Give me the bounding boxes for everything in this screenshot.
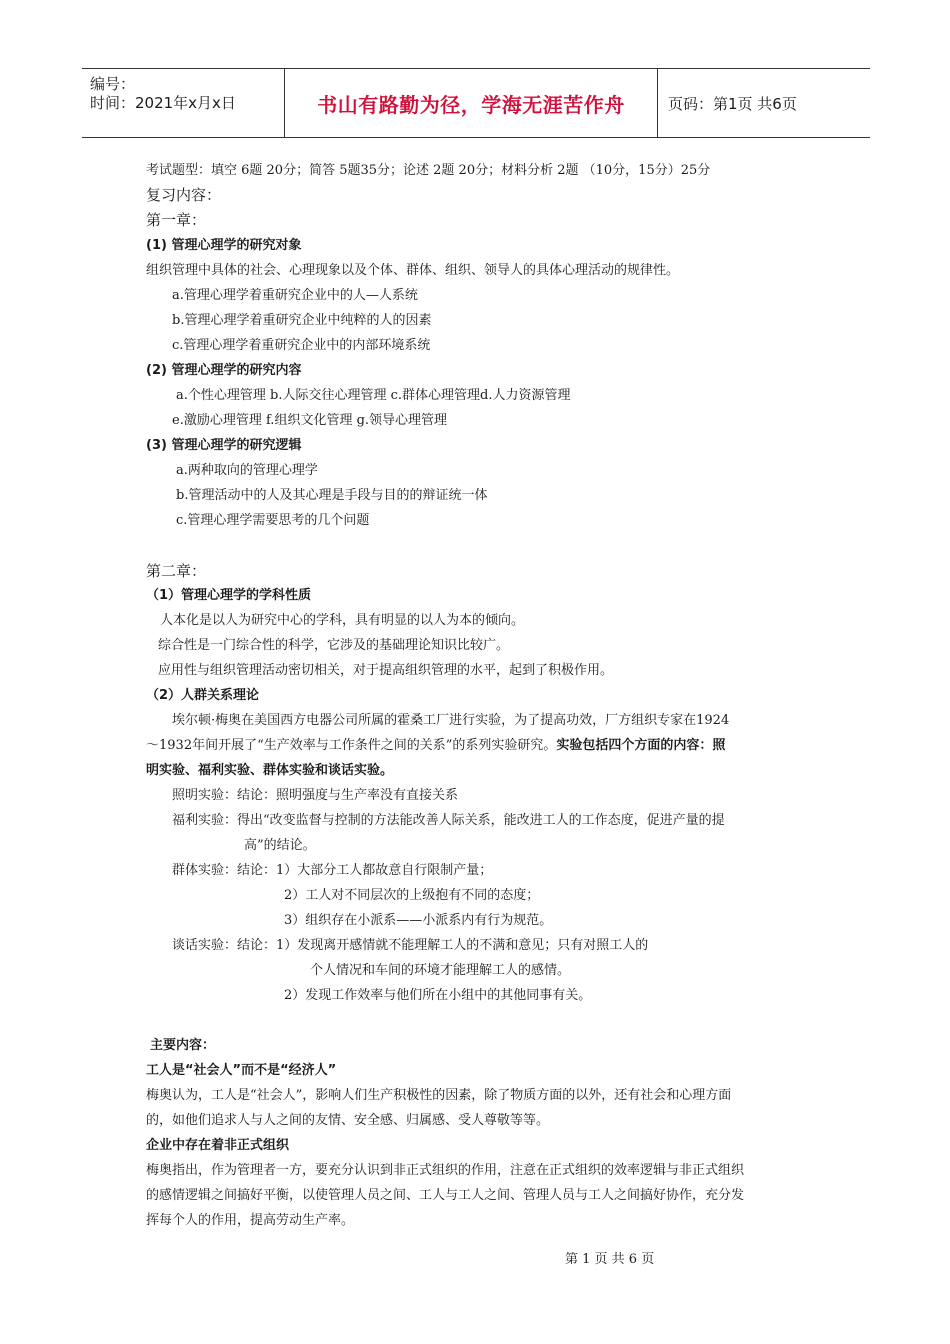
section-1-2-heading: (2) 管理心理学的研究内容 <box>146 363 302 378</box>
list-item: a.管理心理学着重研究企业中的人—人系统 <box>172 288 418 303</box>
paragraph-line: 的感情逻辑之间搞好平衡，以使管理人员之间、工人与工人之间、管理人员与工人之间搞好协作，充分发 <box>146 1188 745 1203</box>
paragraph-line: 梅奥认为，工人是“社会人”，影响人们生产积极性的因素，除了物质方面的以外，还有社会和心理方面 <box>146 1088 732 1103</box>
lighting-experiment: 照明实验：结论：照明强度与生产率没有直接关系 <box>172 788 459 803</box>
page-code: 页码：第1页 共6页 <box>668 94 797 113</box>
paragraph-line: 人本化是以人为研究中心的学科，具有明显的以人为本的倾向。 <box>160 613 525 628</box>
number-label: 编号： <box>90 75 136 93</box>
welfare-experiment: 高”的结论。 <box>244 838 316 853</box>
chapter-1-heading: 第一章： <box>146 211 207 229</box>
list-item: c.管理心理学着重研究企业中的内部环境系统 <box>172 338 431 353</box>
group-experiment: 3）组织存在小派系——小派系内有行为规范。 <box>284 913 553 928</box>
group-experiment: 群体实验：结论：1）大部分工人都故意自行限制产量； <box>172 863 493 878</box>
section-1-1-heading: (1) 管理心理学的研究对象 <box>146 238 302 253</box>
paragraph-line: 的，如他们追求人与人之间的友情、安全感、归属感、受人尊敬等等。 <box>146 1113 550 1128</box>
paragraph-line <box>146 737 725 755</box>
section-1-1-text: 组织管理中具体的社会、心理现象以及个体、群体、组织、领导人的具体心理活动的规律性。 <box>146 263 680 278</box>
social-man-heading: 工人是“社会人”而不是“经济人” <box>146 1063 337 1078</box>
interview-experiment: 谈话实验：结论：1）发现离开感情就不能理解工人的不满和意见；只有对照工人的 <box>172 938 649 953</box>
page-footer: 第 1 页 共 6 页 <box>565 1252 655 1267</box>
header-left-cell <box>82 69 285 137</box>
interview-experiment: 2）发现工作效率与他们所在小组中的其他同事有关。 <box>284 988 592 1003</box>
group-experiment: 2）工人对不同层次的上级抱有不同的态度； <box>284 888 540 903</box>
time-label: 时间：2021年x月x日 <box>90 94 236 112</box>
list-item: c.管理心理学需要思考的几个问题 <box>176 513 370 528</box>
informal-org-heading: 企业中存在着非正式组织 <box>146 1138 290 1153</box>
list-item: e.激励心理管理 f.组织文化管理 g.领导心理管理 <box>172 413 448 428</box>
section-2-1-heading: （1）管理心理学的学科性质 <box>146 588 312 603</box>
header-page-code-cell <box>658 69 870 137</box>
welfare-experiment: 福利实验：得出“改变监督与控制的方法能改善人际关系，能改进工人的工作态度，促进产量的提 <box>172 813 725 828</box>
section-1-3-heading: (3) 管理心理学的研究逻辑 <box>146 438 302 453</box>
paragraph-line: 梅奥指出，作为管理者一方，要充分认识到非正式组织的作用，注意在正式组织的效率逻辑与非正式组织 <box>146 1163 745 1178</box>
review-heading: 复习内容： <box>146 186 222 204</box>
interview-experiment: 个人情况和车间的环境才能理解工人的感情。 <box>310 963 571 978</box>
chapter-2-heading: 第二章： <box>146 562 207 580</box>
list-item: a.个性心理管理 b.人际交往心理管理 c.群体心理管理d.人力资源管理 <box>176 388 571 403</box>
header-motto-cell <box>285 69 658 137</box>
list-item: a.两种取向的管理心理学 <box>176 463 318 478</box>
list-item: b.管理活动中的人及其心理是手段与目的的辩证统一体 <box>176 488 488 503</box>
experiments-bold-text: 明实验、福利实验、群体实验和谈话实验。 <box>146 763 394 778</box>
list-item: b.管理心理学着重研究企业中纯粹的人的因素 <box>172 313 432 328</box>
main-content-heading: 主要内容： <box>150 1038 216 1053</box>
exam-types: 考试题型：填空 6题 20分；简答 5题35分；论述 2题 20分；材料分析 2题 （10分，15分）25分 <box>146 163 711 178</box>
paragraph-line: 综合性是一门综合性的科学，它涉及的基础理论知识比较广。 <box>158 638 510 653</box>
paragraph-line: 应用性与组织管理活动密切相关，对于提高组织管理的水平，起到了积极作用。 <box>158 663 614 678</box>
paragraph-line: 挥每个人的作用，提高劳动生产率。 <box>146 1213 355 1228</box>
motto: 书山有路勤为径，学海无涯苦作舟 <box>317 92 625 117</box>
section-2-2-heading: （2）人群关系理论 <box>146 688 260 703</box>
paragraph-text: ～1932年间开展了“生产效率与工作条件之间的关系”的系列实验研究。 <box>146 738 557 753</box>
experiments-bold-text: 实验包括四个方面的内容：照 <box>556 738 726 753</box>
page-header <box>82 68 870 138</box>
paragraph-line: 埃尔顿·梅奥在美国西方电器公司所属的霍桑工厂进行实验，为了提高功效，厂方组织专家在1924 <box>172 713 730 728</box>
